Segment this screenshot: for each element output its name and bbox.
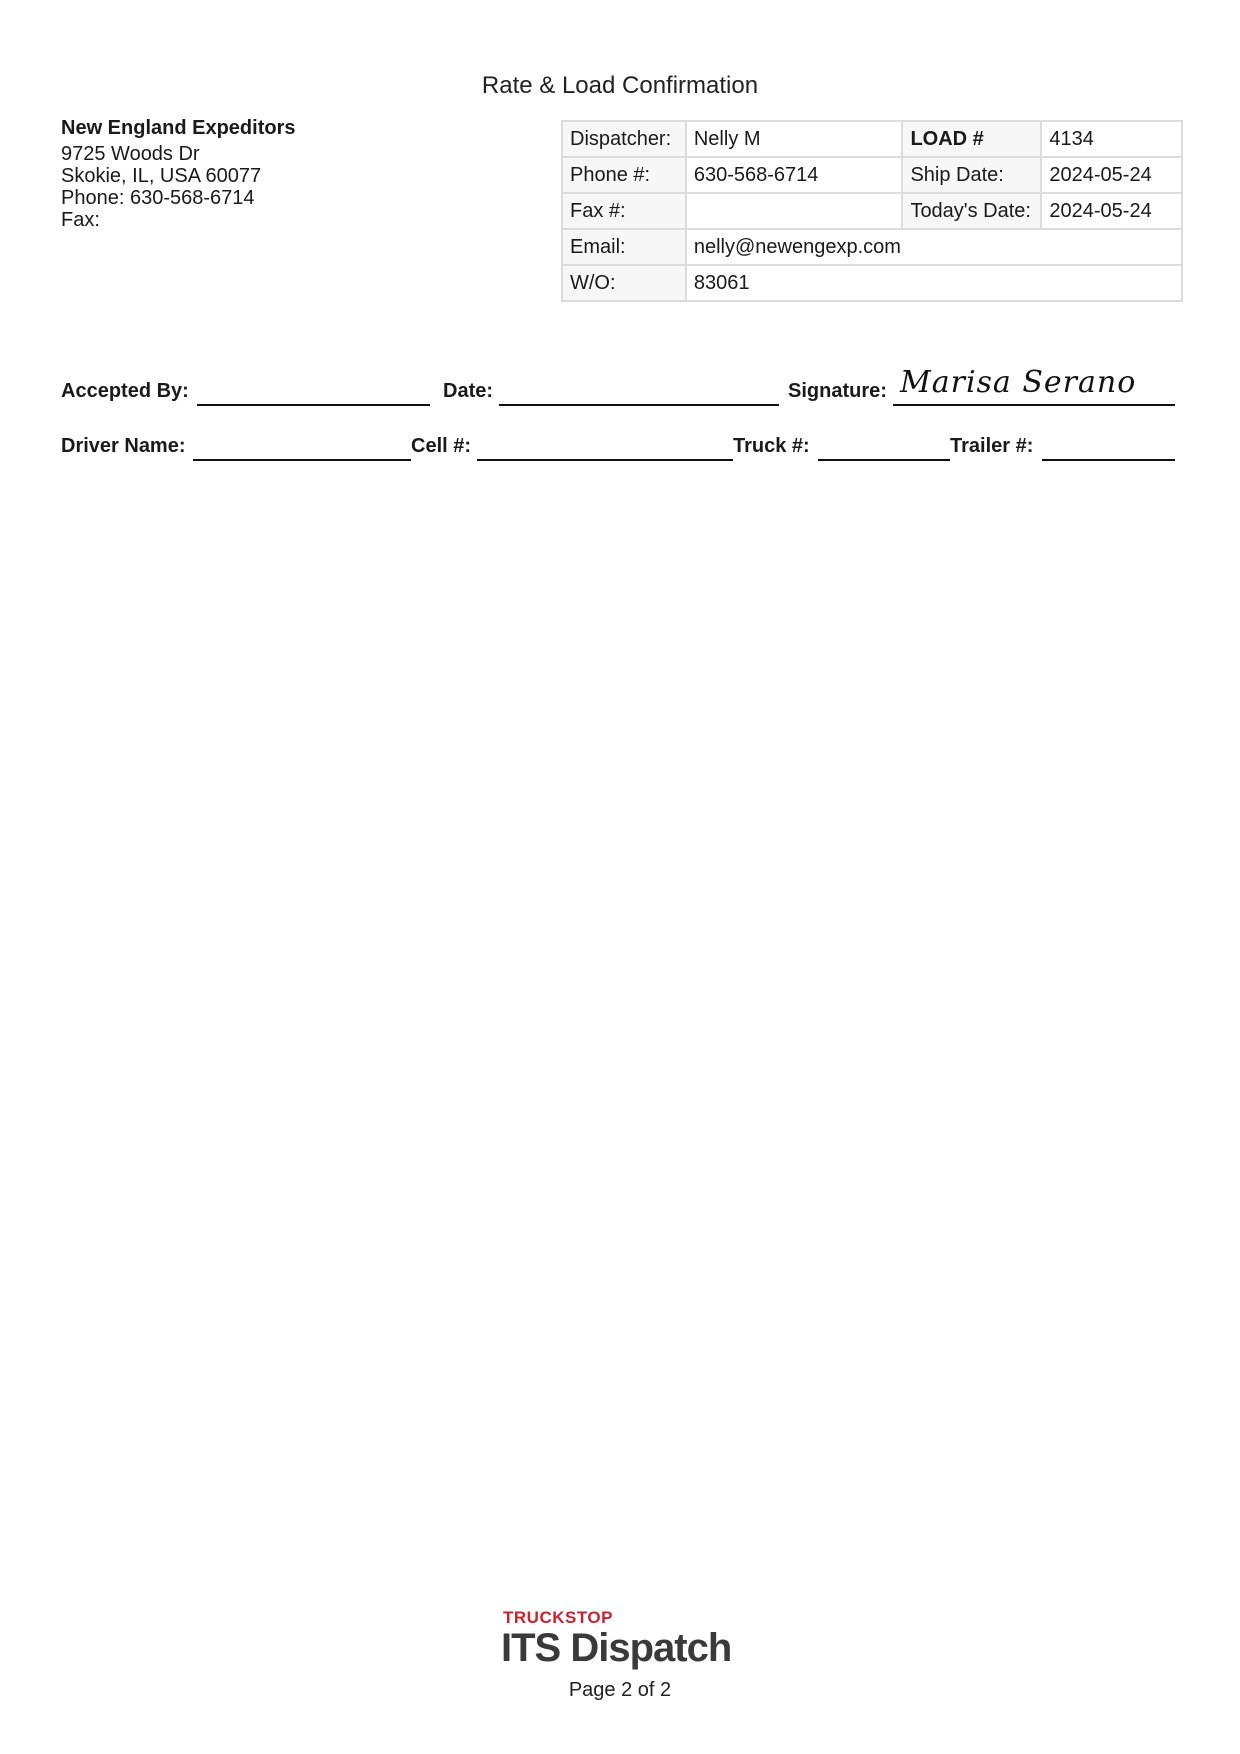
cell-field[interactable] xyxy=(477,459,733,461)
dispatcher-label: Dispatcher: xyxy=(562,121,686,157)
driver-name-field[interactable] xyxy=(193,459,411,461)
date-label: Date: xyxy=(443,380,494,402)
dispatcher-value: Nelly M xyxy=(686,121,903,157)
accepted-by-field[interactable] xyxy=(197,404,430,406)
its-dispatch-logo-text: ITS Dispatch xyxy=(501,1626,732,1670)
todays-date-value: 2024-05-24 xyxy=(1041,193,1182,229)
driver-name-label: Driver Name: xyxy=(61,435,186,457)
accepted-by-label: Accepted By: xyxy=(61,380,189,402)
trailer-field[interactable] xyxy=(1042,459,1175,461)
truckstop-logo-text: TRUCKSTOP xyxy=(503,1608,613,1627)
date-field[interactable] xyxy=(499,404,779,406)
work-order-label: W/O: xyxy=(562,265,686,301)
trailer-label: Trailer #: xyxy=(950,435,1034,457)
signature-field[interactable] xyxy=(893,404,1175,406)
work-order-value: 83061 xyxy=(686,265,1182,301)
company-block xyxy=(61,117,295,231)
phone-label: Phone #: xyxy=(562,157,686,193)
document-title: Rate & Load Confirmation xyxy=(481,72,759,99)
ship-date-label: Ship Date: xyxy=(902,157,1041,193)
email-label: Email: xyxy=(562,229,686,265)
dispatch-info-table xyxy=(561,120,1183,302)
fax-value xyxy=(686,193,903,229)
company-phone: Phone: 630-568-6714 xyxy=(61,187,255,209)
fax-label: Fax #: xyxy=(562,193,686,229)
company-fax: Fax: xyxy=(61,209,100,231)
page-number: Page 2 of 2 xyxy=(568,1679,672,1701)
company-name: New England Expeditors xyxy=(61,117,296,139)
table-row xyxy=(562,229,1182,265)
email-value: nelly@newengexp.com xyxy=(686,229,1182,265)
company-address-line-1: 9725 Woods Dr xyxy=(61,143,200,165)
ship-date-value: 2024-05-24 xyxy=(1041,157,1182,193)
cell-label: Cell #: xyxy=(411,435,472,457)
todays-date-label: Today's Date: xyxy=(902,193,1041,229)
company-address-line-2: Skokie, IL, USA 60077 xyxy=(61,165,262,187)
table-row xyxy=(562,157,1182,193)
truck-field[interactable] xyxy=(818,459,950,461)
table-row xyxy=(562,121,1182,157)
table-row xyxy=(562,193,1182,229)
table-row xyxy=(562,265,1182,301)
handwritten-signature: Marisa Serano xyxy=(900,365,1137,400)
signature-label: Signature: xyxy=(788,380,887,402)
phone-value: 630-568-6714 xyxy=(686,157,903,193)
load-number-value: 4134 xyxy=(1041,121,1182,157)
truck-label: Truck #: xyxy=(733,435,810,457)
load-number-label: LOAD # xyxy=(902,121,1041,157)
